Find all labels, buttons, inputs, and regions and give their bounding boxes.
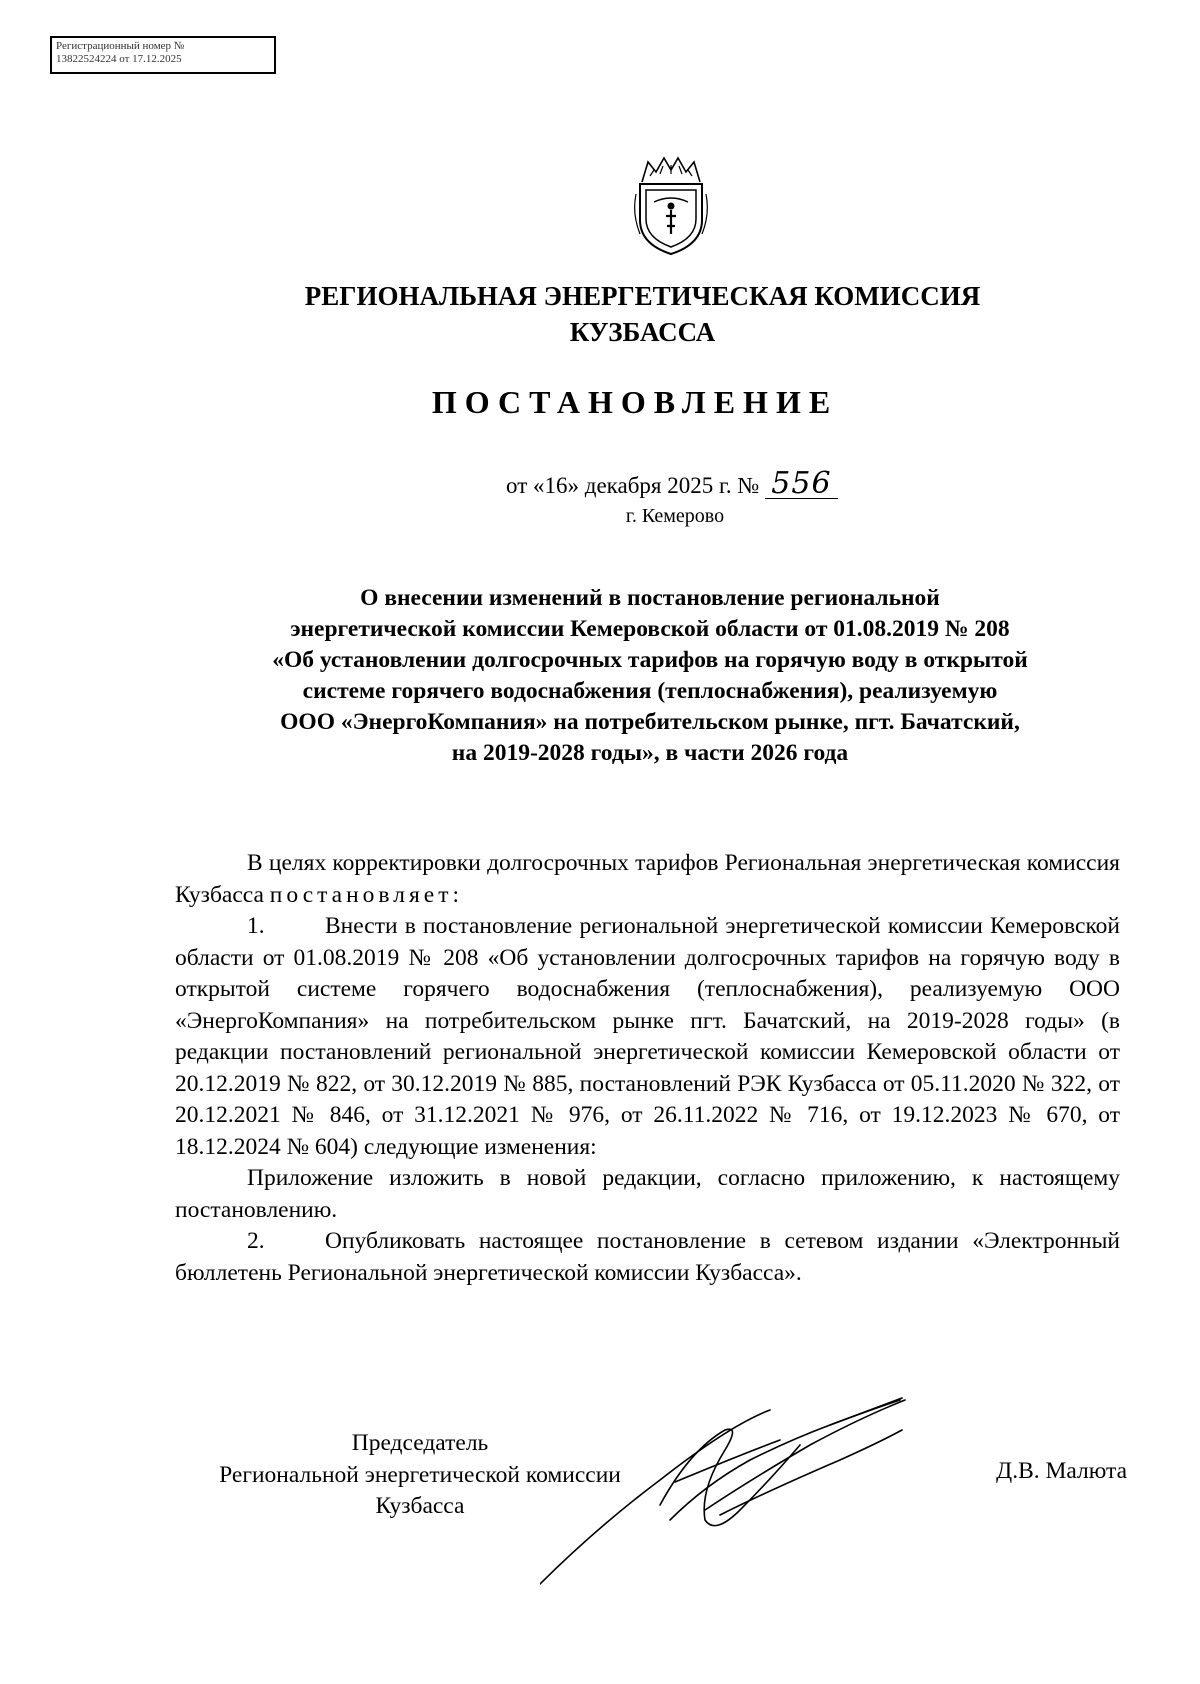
item-1-subparagraph: Приложение изложить в новой редакции, согласно приложению, к настоящему постановлению. xyxy=(175,1165,1120,1223)
document-type: ПОСТАНОВЛЕНИЕ xyxy=(431,384,839,420)
subject-line: энергетической комиссии Кемеровской области от 01.08.2019 № 208 xyxy=(290,616,1010,642)
signatory-title-line: Кузбасса xyxy=(375,1493,465,1519)
intro-verb: постановляет: xyxy=(269,881,463,908)
subject-line: «Об установлении долгосрочных тарифов на горячую воду в открытой xyxy=(272,647,1028,673)
subject-line: системе горячего водоснабжения (теплоснабжения), реализуемую xyxy=(302,678,998,704)
coat-of-arms-icon xyxy=(626,154,716,258)
document-number: 556 xyxy=(765,470,837,499)
org-line-1: РЕГИОНАЛЬНАЯ ЭНЕРГЕТИЧЕСКАЯ КОМИССИЯ xyxy=(304,281,981,311)
item-2 xyxy=(175,1226,1120,1289)
signatory-name: Д.В. Малюта xyxy=(996,1458,1127,1484)
registration-stamp xyxy=(50,36,276,74)
intro-text: В целях корректировки долгосрочных тарифов Региональная энергетическая комиссия Кузбасса xyxy=(175,850,1120,908)
item-1-text: Внести в постановление региональной энергетической комиссии Кемеровской области от 01.08.2019 № 208 «Об установлении долгосрочных тарифов на горячую воду в открытой системе горячего водоснабжения (теплоснабжения), реализуемую ООО «ЭнергоКомпания» на потребительском рынке пгт. Бачатский, на 2019-2028 годы» (в редакции постановлений региональной энергетической комиссии Кемеровской области от 20.12.2019 № 822, от 30.12.2019 № 885, постановлений РЭК Кузбасса от 05.11.2020 № 322, от 20.12.2021 № 846, от 31.12.2021 № 976, от 26.11.2022 № 716, от 19.12.2023 № 670, от 18.12.2024 № 604) следующие изменения: xyxy=(175,913,1120,1160)
org-line-2: КУЗБАССА xyxy=(569,317,716,347)
city: г. Кемерово xyxy=(625,505,725,527)
item-2-text: Опубликовать настоящее постановление в сетевом издании «Электронный бюллетень Региональной энергетической комиссии Кузбасса». xyxy=(175,1228,1120,1286)
signatory-title-line: Региональной энергетической комиссии xyxy=(219,1461,621,1488)
date-prefix: от «16» декабря 2025 г. № xyxy=(506,473,760,498)
registration-number: 13822524224 от 17.12.2025 xyxy=(56,53,182,65)
organization-name xyxy=(0,278,1200,350)
registration-label: Регистрационный номер № xyxy=(56,40,185,52)
document-body xyxy=(175,848,1120,1289)
signatory-title-line: Председатель xyxy=(351,1430,489,1456)
handwritten-signature xyxy=(540,1370,990,1630)
item-2-number: 2. xyxy=(247,1228,265,1254)
subject-line: ООО «ЭнергоКомпания» на потребительском рынке, пгт. Бачатский, xyxy=(280,709,1020,735)
date-line xyxy=(506,466,838,501)
document-subject xyxy=(180,583,1120,769)
intro-paragraph xyxy=(175,848,1120,911)
subject-line: О внесении изменений в постановление региональной xyxy=(360,585,940,611)
item-1-number: 1. xyxy=(247,913,265,939)
item-1 xyxy=(175,911,1120,1163)
subject-line: на 2019-2028 годы», в части 2026 года xyxy=(451,740,849,766)
